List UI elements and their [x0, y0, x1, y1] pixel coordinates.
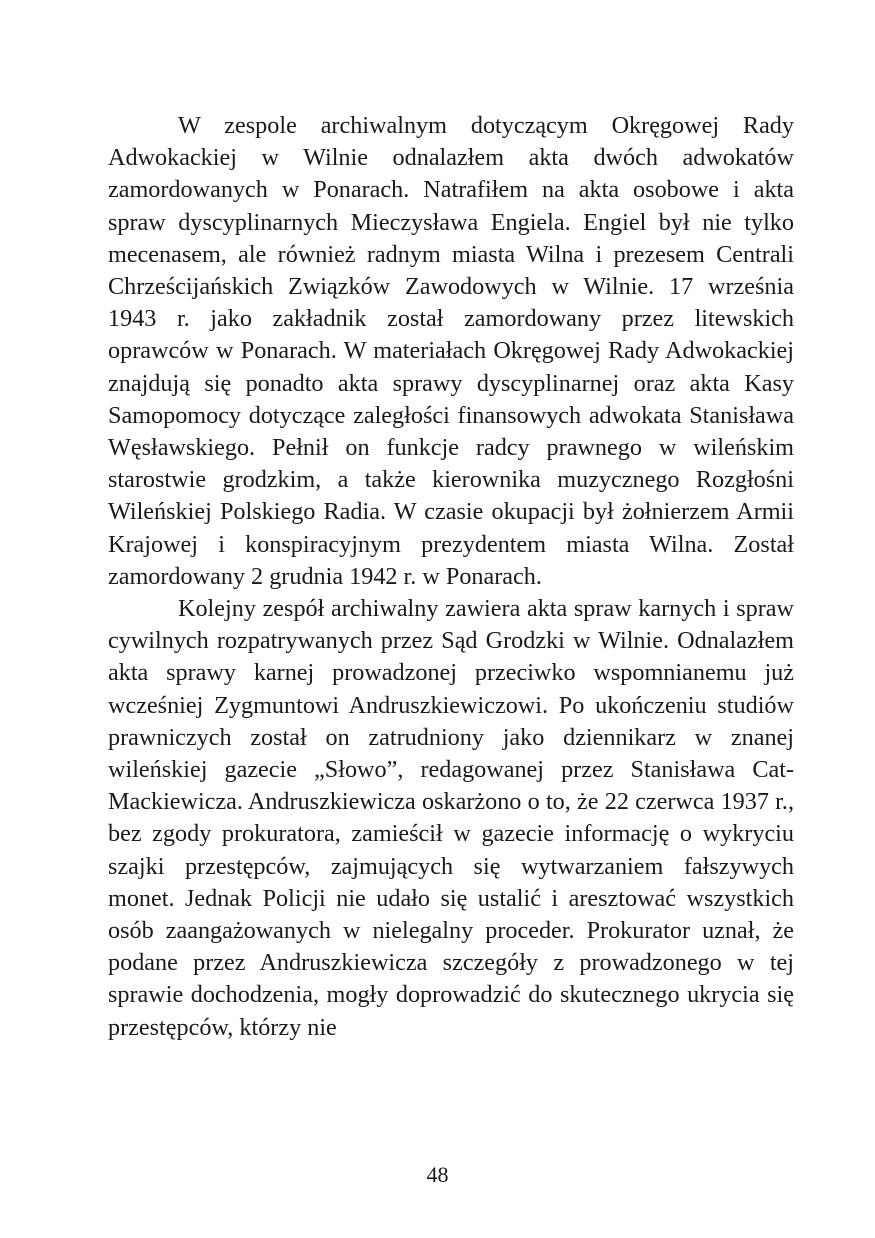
page-body [108, 110, 794, 1044]
page-number: 48 [426, 1162, 449, 1187]
body-paragraph-1: W zespole archiwalnym dotyczącym Okręgowej Rady Adwokackiej w Wilnie odnalazłem akta dwóch adwokatów zamordowanych w Ponarach. Natrafiłem na akta osobowe i akta spraw dyscyplinarnych Mieczysława Engiela. Engiel był nie tylko mecenasem, ale również radnym miasta Wilna i prezesem Centrali Chrześcijańskich Związków Zawodowych w Wilnie. 17 września 1943 r. jako zakładnik został zamordowany przez litewskich oprawców w Ponarach. W materiałach Okręgowej Rady Adwokackiej znajdują się ponadto akta sprawy dyscyplinarnej oraz akta Kasy Samopomocy dotyczące zaległości finansowych adwokata Stanisława Węsławskiego. Pełnił on funkcje radcy prawnego w wileńskim starostwie grodzkim, a także kierownika muzycznego Rozgłośni Wileńskiej Polskiego Radia. W czasie okupacji był żołnierzem Armii Krajowej i konspiracyjnym prezydentem miasta Wilna. Został zamordowany 2 grudnia 1942 r. w Ponarach. [108, 112, 794, 590]
body-paragraph-2: Kolejny zespół archiwalny zawiera akta spraw karnych i spraw cywilnych rozpatrywanych przez Sąd Grodzki w Wilnie. Odnalazłem akta sprawy karnej prowadzonej przeciwko wspomnianemu już wcześniej Zygmuntowi Andruszkiewiczowi. Po ukończeniu studiów prawniczych został on zatrudniony jako dziennikarz w znanej wileńskiej gazecie „Słowo”, redagowanej przez Stanisława Cat-Mackiewicza. Andruszkiewicza oskarżono o to, że 22 czerwca 1937 r., bez zgody prokuratora, zamieścił w gazecie informację o wykryciu szajki przestępców, zajmujących się wytwarzaniem fałszywych monet. Jednak Policji nie udało się ustalić i aresztować wszystkich osób zaangażowanych w nielegalny proceder. Prokurator uznał, że podane przez Andruszkiewicza szczegóły z prowadzonego w tej sprawie dochodzenia, mogły doprowadzić do skutecznego ukrycia się przestępców, którzy nie [108, 595, 794, 1041]
